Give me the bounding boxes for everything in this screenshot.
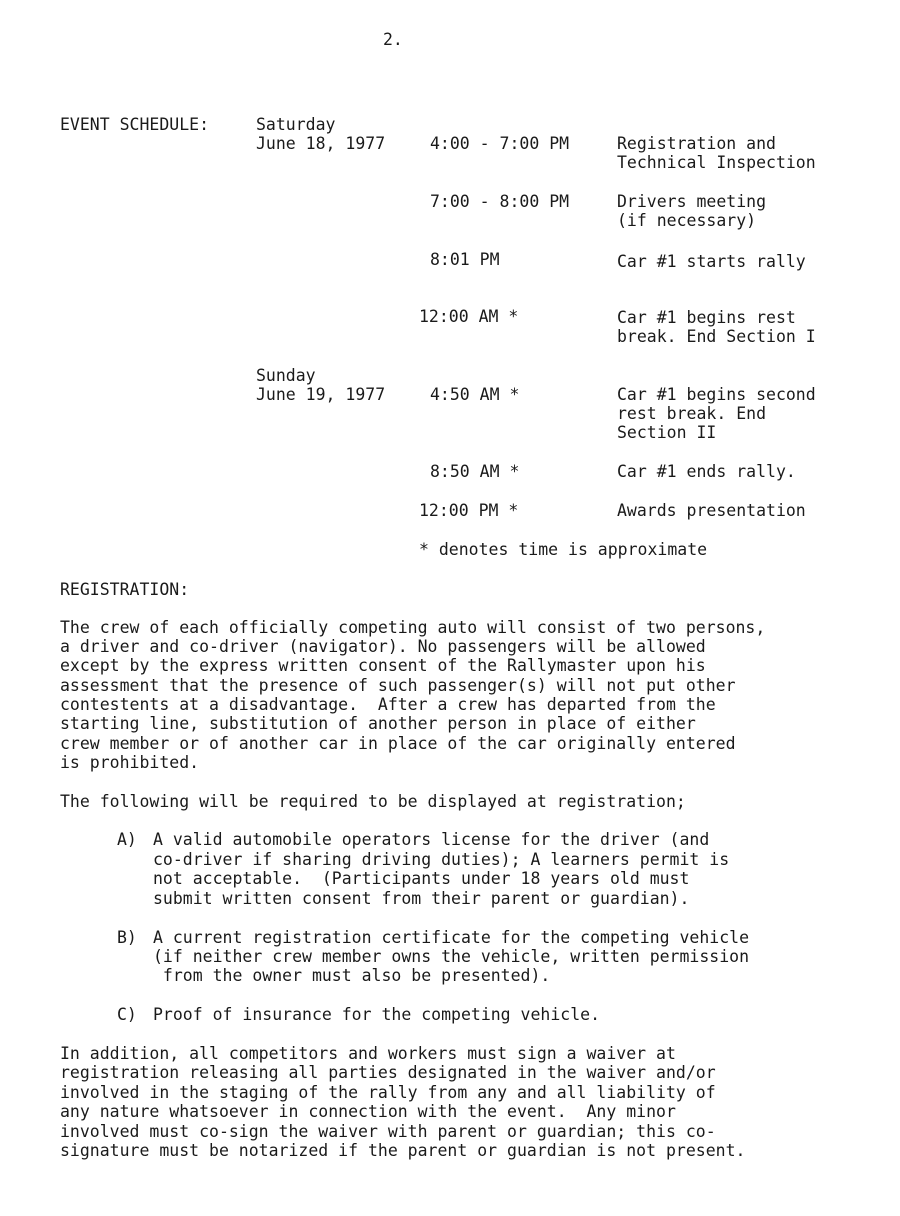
list-item-line: (if neither crew member owns the vehicle, written permission	[153, 947, 750, 966]
schedule-desc-line: break. End Section I	[617, 327, 816, 346]
approximate-time-footnote: * denotes time is approximate	[419, 540, 708, 559]
schedule-desc-line: Drivers meeting	[617, 192, 767, 211]
required-items-intro: The following will be required to be displayed at registration;	[60, 792, 686, 811]
paragraph-line: registration releasing all parties designated in the waiver and/or	[60, 1063, 716, 1082]
schedule-desc-line: (if necessary)	[617, 211, 757, 230]
schedule-desc-line: Car #1 begins second	[617, 385, 816, 404]
list-item-line: from the owner must also be presented).	[153, 966, 551, 985]
list-item-line: A current registration certificate for the competing vehicle	[153, 928, 750, 947]
saturday-day: Saturday	[256, 115, 336, 134]
paragraph-line: involved in the staging of the rally from any and all liability of	[60, 1083, 716, 1102]
sunday-date: June 19, 1977	[256, 385, 386, 404]
paragraph-line: In addition, all competitors and workers must sign a waiver at	[60, 1044, 676, 1063]
sunday-day: Sunday	[256, 366, 316, 385]
schedule-desc-line: Car #1 begins rest	[617, 308, 796, 327]
paragraph-line: assessment that the presence of such passenger(s) will not put other	[60, 676, 736, 695]
paragraph-line: contestents at a disadvantage. After a crew has departed from the	[60, 695, 716, 714]
registration-heading: REGISTRATION:	[60, 580, 190, 599]
list-item-letter: B)	[117, 928, 137, 947]
schedule-desc-line: rest break. End	[617, 404, 767, 423]
paragraph-line: a driver and co-driver (navigator). No passengers will be allowed	[60, 637, 706, 656]
paragraph-line: The crew of each officially competing auto will consist of two persons,	[60, 618, 766, 637]
paragraph-line: is prohibited.	[60, 753, 200, 772]
list-item-line: Proof of insurance for the competing vehicle.	[153, 1005, 601, 1024]
schedule-time: 7:00 - 8:00 PM	[430, 192, 570, 211]
schedule-time: 4:00 - 7:00 PM	[430, 134, 570, 153]
schedule-desc-line: Registration and	[617, 134, 776, 153]
schedule-desc-line: Technical Inspection	[617, 153, 816, 172]
list-item-line: submit written consent from their parent or guardian).	[153, 889, 690, 908]
schedule-desc-line: Awards presentation	[617, 501, 806, 520]
page-number: 2.	[383, 30, 403, 49]
schedule-time: 12:00 AM *	[419, 307, 519, 326]
list-item-line: co-driver if sharing driving duties); A learners permit is	[153, 850, 730, 869]
paragraph-line: crew member or of another car in place of the car originally entered	[60, 734, 736, 753]
paragraph-line: any nature whatsoever in connection with the event. Any minor	[60, 1102, 676, 1121]
schedule-time: 8:01 PM	[430, 250, 500, 269]
schedule-time: 4:50 AM *	[430, 385, 520, 404]
paragraph-line: starting line, substitution of another person in place of either	[60, 714, 696, 733]
list-item-letter: A)	[117, 830, 137, 849]
list-item-line: not acceptable. (Participants under 18 years old must	[153, 869, 690, 888]
list-item-letter: C)	[117, 1005, 137, 1024]
paragraph-line: signature must be notarized if the parent or guardian is not present.	[60, 1141, 746, 1160]
schedule-desc-line: Car #1 ends rally.	[617, 462, 796, 481]
schedule-time: 12:00 PM *	[419, 501, 519, 520]
paragraph-line: involved must co-sign the waiver with parent or guardian; this co-	[60, 1122, 716, 1141]
saturday-date: June 18, 1977	[256, 134, 386, 153]
schedule-desc-line: Car #1 starts rally	[617, 252, 806, 271]
schedule-time: 8:50 AM *	[430, 462, 520, 481]
event-schedule-label: EVENT SCHEDULE:	[60, 115, 210, 134]
list-item-line: A valid automobile operators license for the driver (and	[153, 830, 710, 849]
schedule-desc-line: Section II	[617, 423, 717, 442]
paragraph-line: except by the express written consent of the Rallymaster upon his	[60, 656, 706, 675]
